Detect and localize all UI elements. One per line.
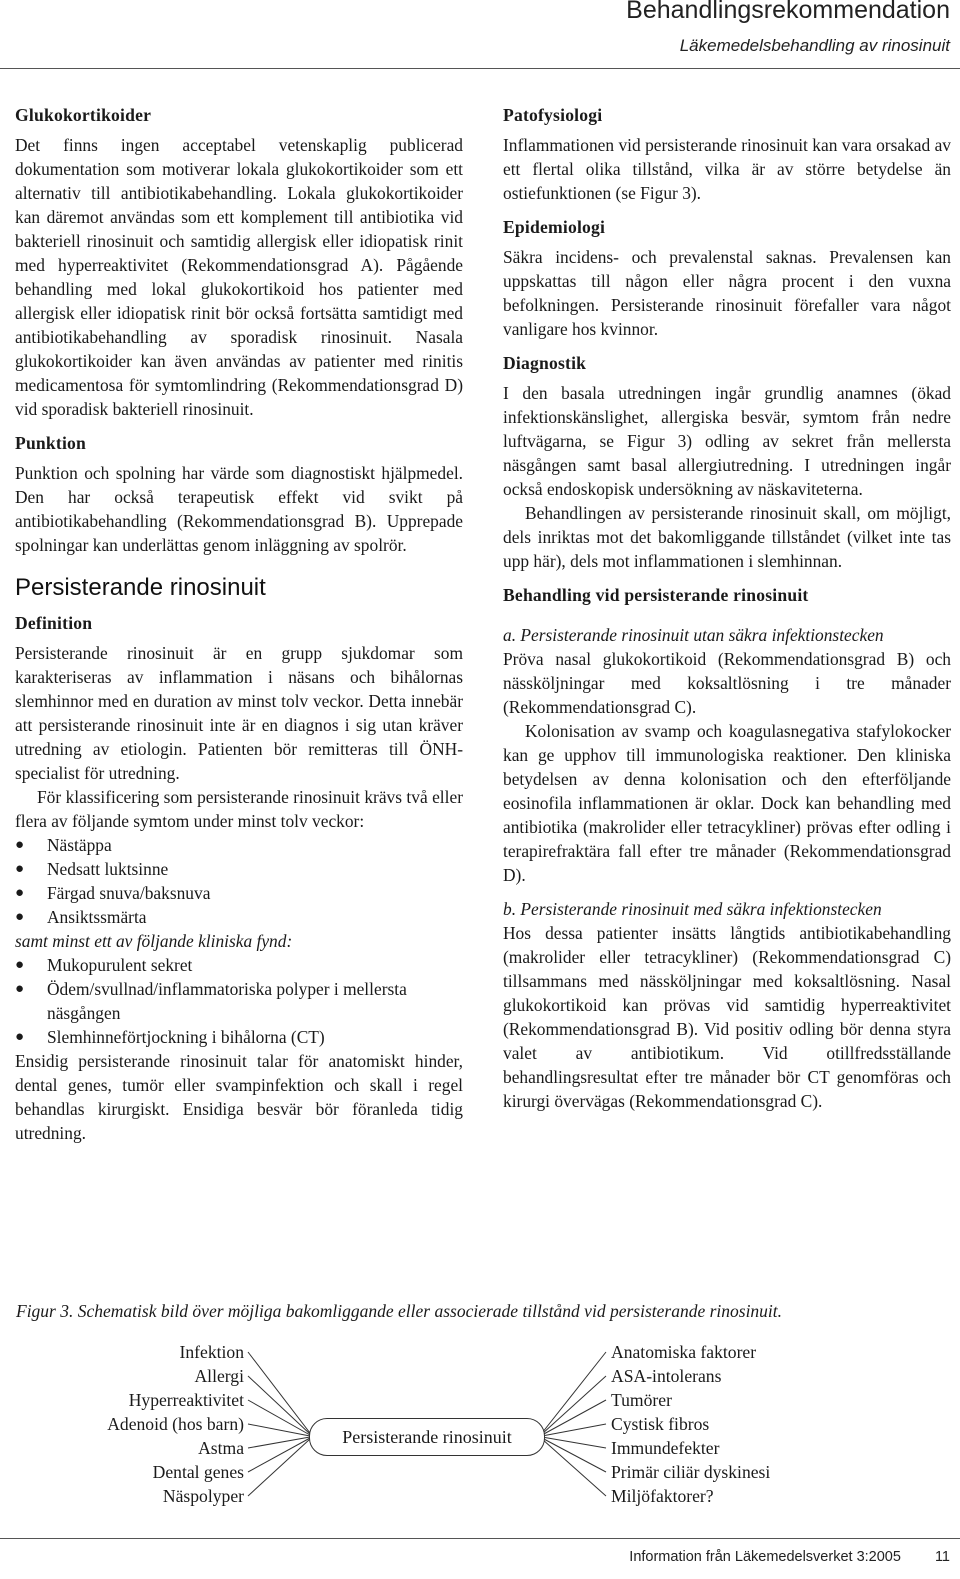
- section-title: Persisterande rinosinuit: [15, 574, 266, 601]
- heading-epidemiologi: Epidemiologi: [503, 217, 606, 237]
- connector-line: [248, 1352, 310, 1433]
- connector-line: [542, 1437, 606, 1448]
- diagram-left-item: Infektion: [179, 1342, 244, 1362]
- heading-definition: Definition: [15, 613, 93, 633]
- heading-patofysiologi: Patofysiologi: [503, 105, 603, 125]
- header-divider: [0, 68, 960, 69]
- list-item: ● Färgad snuva/baksnuva: [15, 883, 211, 903]
- diagram-left-item: Hyperreaktivitet: [128, 1390, 244, 1410]
- epidemiologi-text: Säkra incidens- och prevalenstal saknas. Prevalensen kan uppskattas till någon eller några procent i den vuxna befolkningen. Persisterande rinosinuit förefaller vara något vanligare hos kvinnor.: [503, 247, 951, 339]
- patofysiologi-text: Inflammationen vid persisterande rinosinuit kan vara orsakad av ett flertal olika tillstånd, vilka är av större betydelse än ostiefunktionen (se Figur 3).: [503, 135, 951, 203]
- diagram-right-item: Anatomiska faktorer: [611, 1342, 757, 1362]
- bullet-icon: ●: [15, 837, 25, 853]
- left-column: [15, 103, 463, 1145]
- diagram-right-item: Primär ciliär dyskinesi: [611, 1462, 771, 1482]
- glukokortikoider-text: Det finns ingen acceptabel vetenskaplig publicerad dokumentation som motiverar lokala glukokortikoider som ett alternativ till antibiotikabehandling. Lokala glukokortikoider kan däremot användas som ett komplement till antibiotika vid bakteriell rinosinuit och samtidig allergisk eller idiopatisk rinit med hyperreaktivitet (Rekommendationsgrad A). Pågående behandling med lokal glukokortikoid hos patienter med allergisk eller idiopatisk rinit bör också fortsätta samtidigt med antibiotikabehandling av sporadisk rinosinuit. Nasala glukokortikoider kan även användas av patienter med rinitis medicamentosa för symtomlindring (Rekommendationsgrad D) vid sporadisk bakteriell rinosinuit.: [15, 135, 463, 419]
- connector-line: [248, 1437, 310, 1448]
- list-item: ● Ansiktssmärta: [15, 907, 147, 927]
- bullet-icon: ●: [15, 909, 25, 925]
- heading-diagnostik: Diagnostik: [503, 353, 587, 373]
- bullet-icon: ●: [15, 861, 25, 877]
- subheading-a: a. Persisterande rinosinuit utan säkra infektionstecken: [503, 625, 884, 645]
- list-item: ● Nästäppa: [15, 835, 112, 855]
- list-item: ● Mukopurulent sekret: [15, 955, 193, 975]
- list-item: ● Ödem/svullnad/inflammatoriska polyper i mellersta näsgången: [15, 979, 407, 1023]
- figure-3-diagram: [0, 1335, 960, 1515]
- definition-text-2: För klassificering som persisterande rinosinuit krävs två eller flera av följande symtom under minst tolv veckor:: [15, 787, 463, 831]
- diagnostik-text-1: I den basala utredningen ingår grundlig anamnes (ökad infektionskänslighet, allergiska besvär, symtom från nedre luftvägarna, se Figur 3) odling av sekret från mellersta näsgången samt basal allergiutredning. I utredningen ingår också endoskopisk undersökning av näskaviteterna.: [503, 383, 951, 499]
- header-subtitle: Läkemedelsbehandling av rinosinuit: [679, 36, 950, 55]
- header-title: Behandlingsrekommendation: [626, 0, 950, 24]
- right-column: [503, 103, 951, 1113]
- definition-text-3: Ensidig persisterande rinosinuit talar för anatomiskt hinder, dental genes, tumör eller svampinfektion och skall i regel behandlas kirurgiskt. Ensidiga besvär bör föranleda tidig utredning.: [15, 1051, 463, 1143]
- behandling-b-text: Hos dessa patienter insätts långtids antibiotikabehandling (makrolider eller tetracykliner) (Rekommendationsgrad C) tillsammans med nässköljningar med koksaltlösning. Nasal glukokortikoid kan prövas vid samtidig hyperreaktivitet (Rekommendationsgrad B). Vid positiv odling bör denna styra valet av antibiotikum. Vid otillfredsställande behandlingsresultat efter tre månader bör CT genomföras och kirurgi övervägas (Rekommendationsgrad C).: [503, 923, 951, 1111]
- findings-list: [15, 953, 463, 1049]
- diagram-center-node: Persisterande rinosinuit: [309, 1418, 545, 1456]
- symptom-list: [15, 833, 463, 929]
- diagram-right-item: Miljöfaktorer?: [611, 1486, 714, 1506]
- bullet-icon: ●: [15, 885, 25, 901]
- heading-glukokortikoider: Glukokortikoider: [15, 105, 152, 125]
- list-item: ● Slemhinneförtjockning i bihålorna (CT): [15, 1027, 325, 1047]
- diagnostik-text-2: Behandlingen av persisterande rinosinuit skall, om möjligt, dels inriktas mot det bakomliggande tillståndet (vilket inte tas upp här), dels mot inflammationen i slemhinnan.: [503, 503, 951, 571]
- behandling-a-text-2: Kolonisation av svamp och koagulasnegativa stafylokocker kan ge upphov till immunologiska reaktioner. Den kliniska betydelsen av denna kolonisation och den efterföljande eosinofila inflammationen är oklar. Dock kan behandling med antibiotika (makrolider eller tetracykliner) prövas efter odling i terapirefraktära fall efter tre månader (Rekommendationsgrad D).: [503, 721, 951, 885]
- bullet-icon: ●: [15, 981, 25, 997]
- footer: [629, 1549, 950, 1565]
- findings-intro: samt minst ett av följande kliniska fynd:: [15, 931, 293, 951]
- list-item: ● Nedsatt luktsinne: [15, 859, 169, 879]
- punktion-text: Punktion och spolning har värde som diagnostiskt hjälpmedel. Den har också terapeutisk effekt vid svikt på antibiotikabehandling (Rekommendationsgrad B). Upprepade spolningar kan underlättas genom inläggning av spolrör.: [15, 463, 463, 555]
- connector-line: [248, 1439, 310, 1496]
- diagram-right-item: Cystisk fibros: [611, 1414, 710, 1434]
- footer-divider: [0, 1538, 960, 1539]
- diagram-left-item: Näspolyper: [162, 1486, 244, 1506]
- heading-behandling: Behandling vid persisterande rinosinuit: [503, 585, 809, 605]
- heading-punktion: Punktion: [15, 433, 87, 453]
- figure-caption: Figur 3. Schematisk bild över möjliga bakomliggande eller associerade tillstånd vid persisterande rinosinuit.: [16, 1301, 783, 1321]
- bullet-icon: ●: [15, 957, 25, 973]
- diagram-left-item: Allergi: [194, 1366, 244, 1386]
- diagram-right-item: Tumörer: [611, 1390, 672, 1410]
- subheading-b: b. Persisterande rinosinuit med säkra infektionstecken: [503, 899, 882, 919]
- diagram-left-item: Adenoid (hos barn): [107, 1414, 244, 1434]
- diagram-left-item: Dental genes: [152, 1462, 244, 1482]
- diagram-right-item: ASA-intolerans: [611, 1366, 722, 1386]
- connector-line: [542, 1439, 606, 1496]
- connector-line: [542, 1352, 606, 1433]
- definition-text-1: Persisterande rinosinuit är en grupp sjukdomar som karakteriseras av inflammation i näsans och bihålornas slemhinnor med en duration av minst tolv veckor. Detta innebär att persisterande rinosinuit inte är en diagnos i sig utan kräver utredning av etiologin. Patienten bör remitteras till ÖNH-specialist för utredning.: [15, 643, 463, 783]
- behandling-a-text-1: Pröva nasal glukokortikoid (Rekommendationsgrad B) och nässköljningar med koksaltlösning i tre månader (Rekommendationsgrad C).: [503, 649, 951, 717]
- page-number: 11: [934, 1549, 950, 1565]
- footer-source: Information från Läkemedelsverket 3:2005: [629, 1549, 901, 1565]
- diagram-left-item: Astma: [198, 1438, 244, 1458]
- bullet-icon: ●: [15, 1029, 25, 1045]
- diagram-right-item: Immundefekter: [611, 1438, 720, 1458]
